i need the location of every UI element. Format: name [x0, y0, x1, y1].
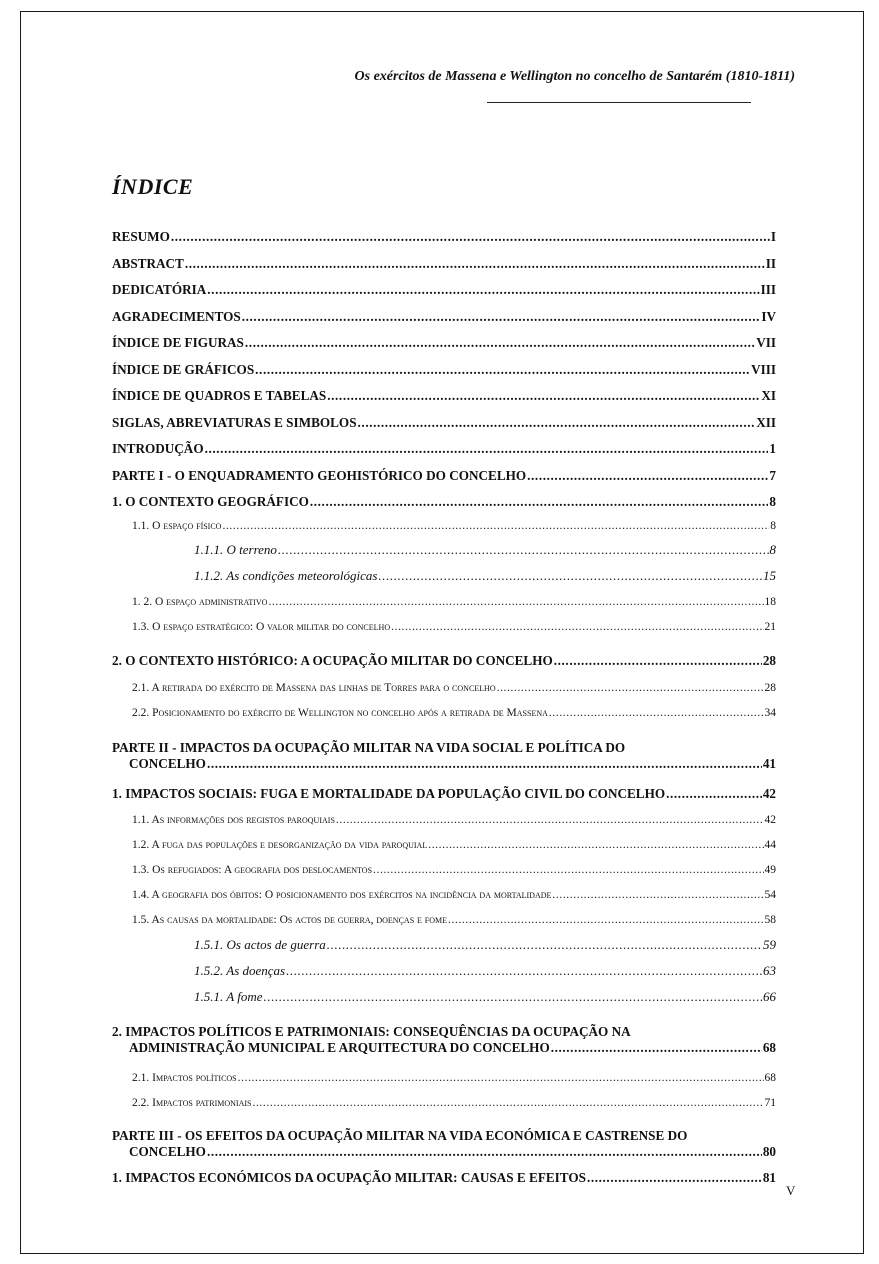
- toc-entry[interactable]: [112, 937, 776, 953]
- toc-page: 8: [769, 542, 776, 557]
- toc-label: 1.5.2. As doenças: [194, 963, 286, 978]
- toc-page: 44: [764, 839, 776, 851]
- toc-label: 1.4. A geografia dos óbitos: O posicionamento dos exércitos na incidência da mortalidade: [132, 889, 552, 901]
- toc-page: 28: [764, 682, 776, 694]
- toc-page: 71: [764, 1097, 776, 1109]
- toc-label: 1.1.1. O terreno: [194, 542, 277, 557]
- toc-page: 68: [762, 1040, 776, 1055]
- toc-page: 68: [764, 1072, 776, 1084]
- toc-label: 1.5.1. Os actos de guerra: [194, 937, 326, 952]
- toc-entry[interactable]: [112, 680, 776, 696]
- toc-page: 18: [764, 596, 776, 608]
- toc-label: ÍNDICE DE GRÁFICOS: [112, 362, 255, 377]
- toc-label: 1.3. Os refugiados: A geografia dos deslocamentos: [132, 864, 373, 876]
- toc-label: 1.1.2. As condições meteorológicas: [194, 568, 378, 583]
- toc-label: RESUMO: [112, 229, 170, 244]
- toc-page: 49: [764, 864, 776, 876]
- toc-entry[interactable]: [112, 887, 776, 903]
- toc-entry[interactable]: [112, 912, 776, 928]
- toc-page: 41: [762, 756, 776, 771]
- header-rule: [487, 102, 751, 103]
- toc-label: ADMINISTRAÇÃO MUNICIPAL E ARQUITECTURA DO CONCELHO: [129, 1040, 550, 1055]
- toc-label: PARTE I - O ENQUADRAMENTO GEOHISTÓRICO DO CONCELHO: [112, 468, 527, 483]
- toc-entry[interactable]: [112, 862, 776, 878]
- toc-label: DEDICATÓRIA: [112, 282, 207, 297]
- page-number: V: [786, 1183, 796, 1198]
- toc-label: 1.1. O espaço físico: [132, 520, 222, 532]
- toc-label: ÍNDICE DE QUADROS E TABELAS: [112, 388, 327, 403]
- toc-page: 66: [763, 989, 776, 1004]
- toc-page: VII: [756, 335, 776, 350]
- toc-entry[interactable]: [112, 415, 776, 431]
- toc-entry[interactable]: [112, 282, 776, 298]
- toc-page: 63: [763, 963, 776, 978]
- toc-label: 2. O CONTEXTO HISTÓRICO: A OCUPAÇÃO MILITAR DO CONCELHO: [112, 653, 553, 668]
- toc-page: 80: [762, 1144, 776, 1159]
- toc-page: 21: [764, 621, 776, 633]
- toc-label: 2.2. Posicionamento do exército de Wellington no concelho após a retirada de Massena: [132, 707, 548, 719]
- toc-page: II: [765, 256, 776, 271]
- toc-label: CONCELHO: [129, 756, 206, 771]
- toc-entry[interactable]: [112, 786, 776, 802]
- toc-entry[interactable]: [112, 812, 776, 828]
- toc-entry[interactable]: [112, 740, 776, 772]
- toc-page: 8: [769, 494, 776, 509]
- toc-label: INTRODUÇÃO: [112, 441, 204, 456]
- toc-entry[interactable]: [112, 963, 776, 979]
- toc-label: 2.2. Impactos patrimoniais: [132, 1097, 252, 1109]
- toc-label: 2.1. A retirada do exército de Massena das linhas de Torres para o concelho: [132, 682, 496, 694]
- toc-entry[interactable]: [112, 518, 776, 534]
- toc-entry[interactable]: [112, 362, 776, 378]
- toc-page: 59: [763, 937, 776, 952]
- toc-entry[interactable]: [112, 388, 776, 404]
- toc-label: ABSTRACT: [112, 256, 184, 271]
- toc-page: 7: [769, 468, 776, 483]
- toc-label: 1.5.1. A fome: [194, 989, 263, 1004]
- toc-entry[interactable]: [112, 1024, 776, 1056]
- toc-page: III: [760, 282, 776, 297]
- toc-entry[interactable]: [112, 837, 776, 853]
- toc-page: XII: [756, 415, 776, 430]
- toc-label: SIGLAS, ABREVIATURAS E SIMBOLOS: [112, 415, 357, 430]
- toc-label: PARTE III - OS EFEITOS DA OCUPAÇÃO MILITAR NA VIDA ECONÓMICA E CASTRENSE DO: [112, 1128, 688, 1143]
- toc-entry[interactable]: [112, 468, 776, 484]
- toc-entry[interactable]: [112, 619, 776, 635]
- toc-page: 28: [762, 653, 776, 668]
- toc-label: 1. 2. O espaço administrativo: [132, 596, 268, 608]
- toc-entry[interactable]: [112, 1170, 776, 1186]
- toc-entry[interactable]: [112, 1070, 776, 1086]
- toc-entry[interactable]: [112, 594, 776, 610]
- toc-label: 2. IMPACTOS POLÍTICOS E PATRIMONIAIS: CONSEQUÊNCIAS DA OCUPAÇÃO NA: [112, 1024, 631, 1039]
- toc-entry[interactable]: [112, 256, 776, 272]
- toc-label: CONCELHO: [129, 1144, 206, 1159]
- toc-label: 1.2. A fuga das populações e desorganização da vida paroquial: [132, 839, 428, 851]
- toc-page: 34: [764, 707, 776, 719]
- toc-page: 15: [763, 568, 776, 583]
- toc-entry[interactable]: [112, 335, 776, 351]
- toc-label: 1.1. As informações dos registos paroquiais: [132, 814, 335, 826]
- toc-page: VIII: [751, 362, 776, 377]
- toc-entry[interactable]: [112, 989, 776, 1005]
- toc-page: XI: [761, 388, 776, 403]
- toc-page: 54: [764, 889, 776, 901]
- toc-label: 1. IMPACTOS SOCIAIS: FUGA E MORTALIDADE DA POPULAÇÃO CIVIL DO CONCELHO: [112, 786, 666, 801]
- toc-entry[interactable]: [112, 1128, 776, 1160]
- toc-page: 58: [764, 914, 776, 926]
- toc-label: 1. IMPACTOS ECONÓMICOS DA OCUPAÇÃO MILITAR: CAUSAS E EFEITOS: [112, 1170, 586, 1185]
- toc-entry[interactable]: [112, 1095, 776, 1111]
- page-title: ÍNDICE: [112, 174, 194, 199]
- toc-page: 81: [762, 1170, 776, 1185]
- toc-page: 8: [770, 520, 776, 532]
- toc-entry[interactable]: [112, 309, 776, 325]
- toc-label: 1.5. As causas da mortalidade: Os actos de guerra, doenças e fome: [132, 914, 448, 926]
- toc-entry[interactable]: [112, 441, 776, 457]
- toc-entry[interactable]: [112, 229, 776, 245]
- toc-label: 1. O CONTEXTO GEOGRÁFICO: [112, 494, 309, 509]
- toc-page: I: [770, 229, 776, 244]
- toc-label: 1.3. O espaço estratégico: O valor militar do concelho: [132, 621, 391, 633]
- toc-entry[interactable]: [112, 494, 776, 510]
- toc-page: 42: [764, 814, 776, 826]
- running-header: Os exércitos de Massena e Wellington no concelho de Santarém (1810-1811): [354, 69, 795, 84]
- toc-label: 2.1. Impactos políticos: [132, 1072, 237, 1084]
- toc-page: 1: [769, 441, 776, 456]
- toc-page: 42: [762, 786, 776, 801]
- toc-label: PARTE II - IMPACTOS DA OCUPAÇÃO MILITAR NA VIDA SOCIAL E POLÍTICA DO: [112, 740, 626, 755]
- toc-page: IV: [761, 309, 776, 324]
- toc-label: AGRADECIMENTOS: [112, 309, 241, 324]
- toc-entry[interactable]: [112, 705, 776, 721]
- toc-entry[interactable]: [112, 568, 776, 584]
- toc-label: ÍNDICE DE FIGURAS: [112, 335, 244, 350]
- toc-entry[interactable]: [112, 653, 776, 669]
- toc-entry[interactable]: [112, 542, 776, 558]
